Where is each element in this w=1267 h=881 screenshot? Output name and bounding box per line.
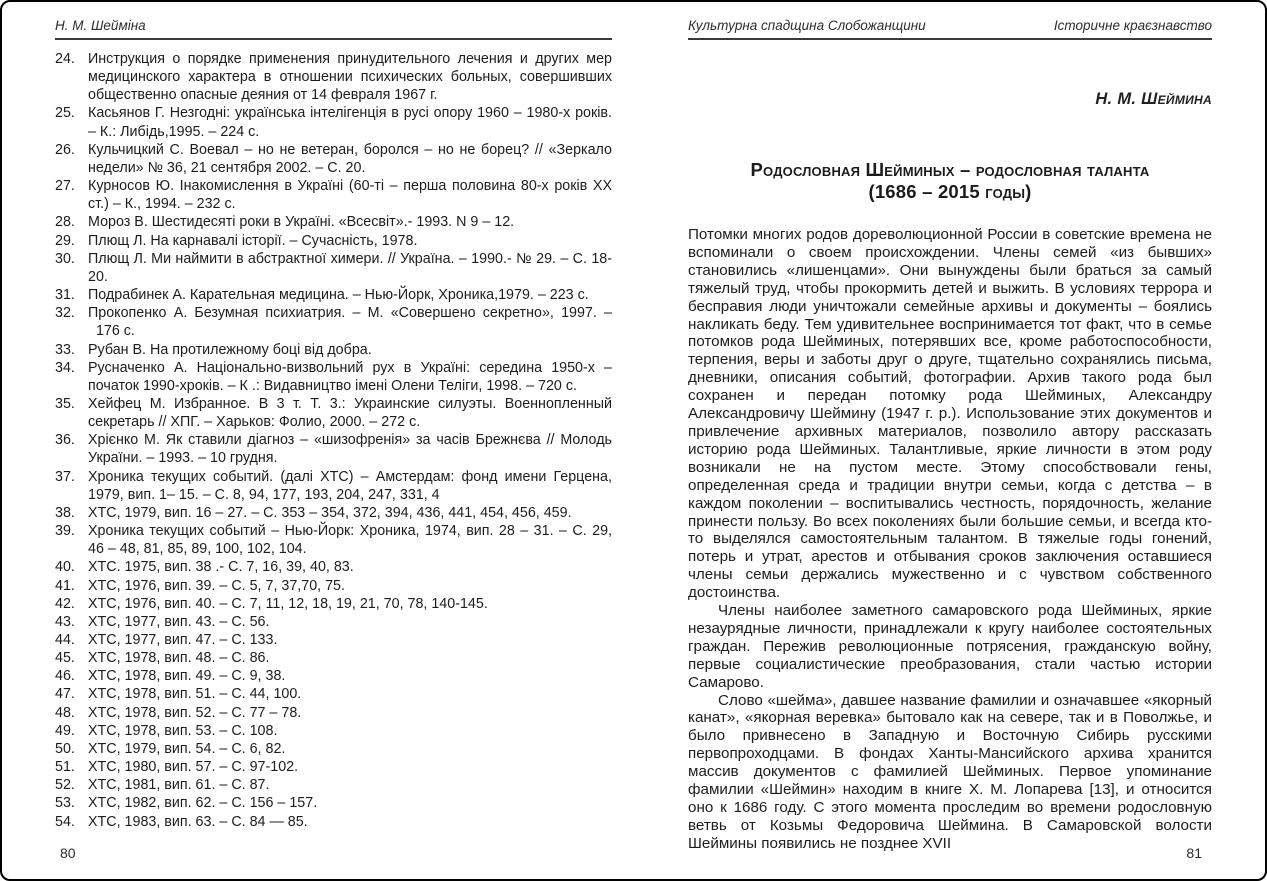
reference-number: 54. bbox=[55, 813, 75, 830]
reference-item bbox=[55, 359, 612, 395]
reference-item bbox=[55, 104, 612, 140]
reference-number: 44. bbox=[55, 632, 75, 648]
body-paragraph: Потомки многих родов дореволюционной России в советские времена не вспоминали о своем происхождении. Члены семей «из бывших» становились «лишенцами». Они вынуждены были браться за самый тяжелый труд, чтобы прокормить детей и выжить. В условиях террора и бесправия люди уничтожали семейные архивы и документы – боялись накликать беду. Тем удивительнее воспринимается тот факт, что в семье потомков рода Шейминых, потерявших все, кроме работоспособности, терпения, веры и заботы друг о друге, тщательно сохранялись письма, дневники, описания событий, фотографии. Архив такого рода был сохранен и передан потомку рода Шейминых, Александру Александровичу Шеймину (1947 г. р.). Использование этих документов и привлечение архивных материалов, позволило автору рассказать историю рода Шейминых. Талантливые, яркие личности в этом роду возникали не на пустом месте. Этому способствовали гены, определенная среда и традиции внутри семьи, когда с детства – в каждом поколении – воспитывались честность, порядочность, желание принести пользу. Во всех поколениях были большие семьи, и всегда кто-то выделялся самостоятельным талантом. В тяжелые годы гонений, потерь и утрат, арестов и отбывания сроков заключения оставшиеся члены семьи держались мужественно и с чувством собственного достоинства. bbox=[688, 226, 1212, 602]
reference-text: ХТС, 1977, вип. 43. – С. 56. bbox=[88, 613, 270, 630]
reference-number: 53. bbox=[55, 795, 75, 812]
body-paragraph: Слово «шейма», давшее название фамилии и означавшее «якорный канат», «якорная веревка» бытовало как на севере, так и в Поволжье, и было привнесено в Западную и Восточную Сибирь русскими первопроходцами. В фондах Ханты-Мансийского архива хранится массив документов с фамилией Шейминых. Первое упоминание фамилии «Шеймин» находим в книге Х. М. Лопарева [13], и относится оно к 1686 году. С этого момента проследим во времени родословную ветвь от Козьмы Федоровича Шеймина. В Самаровской волости Шеймины появились не позднее XVII bbox=[688, 691, 1212, 852]
reference-text: Хроника текущих событий. (далі ХТС) – Амстердам: фонд имени Герцена, 1979, вип. 1– 15. – С. 8, 94, 177, 193, 204, 247, 331, 4 bbox=[88, 468, 612, 503]
reference-item bbox=[55, 794, 612, 812]
reference-item bbox=[55, 758, 612, 776]
running-head-right-page bbox=[688, 18, 1212, 40]
reference-text: Мороз В. Шестидесяті роки в Україні. «Всесвіт».- 1993. N 9 – 12. bbox=[88, 214, 515, 231]
article-author: Н. М. Шеймина bbox=[1095, 90, 1212, 108]
reference-number: 26. bbox=[55, 141, 75, 158]
reference-text: Подрабинек А. Карательная медицина. – Нью-Йорк, Хроника,1979. – 223 с. bbox=[88, 287, 589, 304]
reference-text: ХТС, 1978, вип. 53. – С. 108. bbox=[88, 722, 278, 739]
reference-item bbox=[55, 50, 612, 104]
reference-text: Хейфец М. Избранное. В 3 т. Т. 3.: Украинские силуэты. Военнопленный секретарь // ХПГ. – Харьков: Фолио, 2000. – 272 с. bbox=[88, 395, 612, 431]
article-title bbox=[688, 159, 1212, 203]
reference-number: 27. bbox=[55, 178, 75, 195]
reference-item bbox=[55, 558, 612, 576]
reference-text: ХТС, 1980, вип. 57. – С. 97-102. bbox=[88, 759, 299, 776]
running-head-author-name: Н. М. Шейміна bbox=[55, 18, 146, 33]
reference-item bbox=[55, 776, 612, 794]
running-head-series: Культурна спадщина Слобожанщини bbox=[688, 18, 926, 33]
reference-number: 28. bbox=[55, 214, 75, 231]
reference-text: Прокопенко А. Безумная психиатрия. – М. «Совершено секретно», 1997. – 176 с. bbox=[88, 305, 612, 340]
reference-item bbox=[55, 431, 612, 467]
reference-item bbox=[55, 395, 612, 431]
reference-text: ХТС, 1979, вип. 16 – 27. – С. 353 – 354, 372, 394, 436, 441, 454, 456, 459. bbox=[88, 504, 572, 521]
reference-item bbox=[55, 250, 612, 286]
reference-item bbox=[55, 522, 612, 558]
reference-item bbox=[55, 595, 612, 613]
reference-item bbox=[55, 213, 612, 231]
reference-item bbox=[55, 813, 612, 831]
page-number-80: 80 bbox=[60, 845, 76, 861]
reference-text: ХТС, 1976, вип. 39. – С. 5, 7, 37,70, 75. bbox=[88, 577, 345, 594]
reference-text: Хрієнко М. Як ставили діагноз – «шизофренія» за часів Брежнєва // Молодь України. – 1993. – 10 грудня. bbox=[88, 432, 612, 467]
reference-number: 30. bbox=[55, 250, 75, 267]
reference-item bbox=[55, 722, 612, 740]
reference-item bbox=[55, 177, 612, 213]
reference-number: 24. bbox=[55, 51, 75, 67]
reference-number: 52. bbox=[55, 777, 75, 794]
reference-item bbox=[55, 685, 612, 703]
reference-text: ХТС, 1978, вип. 52. – С. 77 – 78. bbox=[88, 704, 302, 721]
reference-number: 34. bbox=[55, 359, 75, 376]
reference-text: ХТС, 1983, вип. 63. – С. 84 — 85. bbox=[88, 813, 308, 830]
reference-item bbox=[55, 341, 612, 359]
reference-text: Плющ Л. На карнавалі історії. – Сучасність, 1978. bbox=[88, 232, 418, 249]
reference-text: ХТС, 1979, вип. 54. – С. 6, 82. bbox=[88, 740, 286, 757]
reference-number: 43. bbox=[55, 613, 75, 630]
reference-text: ХТС. 1975, вип. 38 .- С. 7, 16, 39, 40, 83. bbox=[88, 559, 354, 576]
reference-text: Хроника текущих событий – Нью-Йорк: Хроника, 1974, вип. 28 – 31. – С. 29, 46 – 48, 81, 85, 89, 100, 102, 104. bbox=[88, 523, 612, 558]
page-right bbox=[688, 0, 1212, 881]
reference-number: 41. bbox=[55, 577, 75, 594]
reference-item bbox=[55, 141, 612, 177]
reference-number: 49. bbox=[55, 722, 75, 739]
reference-number: 35. bbox=[55, 395, 75, 412]
reference-text: ХТС, 1978, вип. 51. – С. 44, 100. bbox=[88, 686, 302, 703]
reference-text: ХТС, 1982, вип. 62. – С. 156 – 157. bbox=[88, 795, 318, 812]
reference-number: 51. bbox=[55, 759, 75, 776]
reference-number: 29. bbox=[55, 232, 75, 249]
reference-text: ХТС, 1978, вип. 48. – С. 86. bbox=[88, 650, 270, 667]
reference-text: ХТС, 1976, вип. 40. – С. 7, 11, 12, 18, 19, 21, 70, 78, 140-145. bbox=[88, 595, 488, 612]
reference-item bbox=[55, 649, 612, 667]
reference-number: 45. bbox=[55, 650, 75, 667]
reference-text: Русначенко А. Національно-визвольний рух в Україні: середина 1950-х – початок 1990-хроків. – К .: Видавництво імені Олени Теліги, 1998. – 720 с. bbox=[88, 359, 612, 394]
reference-item bbox=[55, 504, 612, 522]
article-body bbox=[688, 226, 1212, 853]
reference-text: Кульчицкий С. Воевал – но не ветеран, боролся – но не борец? // «Зеркало недели» № 36, 21 сентября 2002. – С. 20. bbox=[88, 141, 612, 176]
reference-item bbox=[55, 613, 612, 631]
reference-number: 50. bbox=[55, 740, 75, 757]
body-paragraph: Члены наиболее заметного самаровского рода Шейминых, яркие незаурядные личности, принадлежали к кругу наиболее состоятельных граждан. Пережив революционные потрясения, гражданскую войну, первые социалистические преобразования, стали частью истории Самарово. bbox=[688, 602, 1212, 691]
running-head-section: Історичне краєзнавство bbox=[1053, 18, 1212, 33]
reference-number: 48. bbox=[55, 704, 75, 721]
reference-item bbox=[55, 631, 612, 649]
article-title-line2: (1686 – 2015 годы) bbox=[868, 181, 1032, 202]
reference-text: Инструкция о порядке применения принудительного лечения и других мер медицинского характера в отношении психических больных, совершивших общественно опасные деяния от 14 февраля 1967 г. bbox=[88, 51, 612, 104]
article-title-line1: Родословная Шейминых – родословная таланта bbox=[750, 159, 1150, 180]
reference-text: ХТС, 1977, вип. 47. – С. 133. bbox=[88, 632, 278, 648]
reference-list bbox=[55, 50, 612, 831]
reference-number: 31. bbox=[55, 287, 75, 304]
reference-number: 40. bbox=[55, 559, 75, 576]
reference-item bbox=[55, 577, 612, 595]
reference-item bbox=[55, 304, 612, 340]
reference-text: Касьянов Г. Незгодні: українська інтелігенція в русі опору 1960 – 1980-х років. – К.: Либідь,1995. – 224 с. bbox=[88, 105, 612, 140]
reference-text: Рубан В. На протилежному боці від добра. bbox=[88, 341, 372, 358]
reference-text: ХТС, 1981, вип. 61. – С. 87. bbox=[88, 777, 270, 794]
reference-number: 46. bbox=[55, 668, 75, 685]
running-head-left-page bbox=[55, 18, 612, 40]
reference-item bbox=[55, 740, 612, 758]
reference-item bbox=[55, 286, 612, 304]
reference-item bbox=[55, 468, 612, 504]
reference-text: ХТС, 1978, вип. 49. – С. 9, 38. bbox=[88, 668, 286, 685]
reference-text: Курносов Ю. Інакомислення в Україні (60-ті – перша половина 80-х років ХХ ст.) – К., 1994. – 232 с. bbox=[88, 178, 612, 213]
reference-number: 37. bbox=[55, 468, 75, 485]
reference-number: 39. bbox=[55, 523, 75, 540]
reference-item bbox=[55, 667, 612, 685]
page-number-81: 81 bbox=[1186, 845, 1202, 861]
reference-text: Плющ Л. Ми наймити в абстрактної химери. // Україна. – 1990.- № 29. – С. 18-20. bbox=[88, 250, 612, 285]
reference-number: 42. bbox=[55, 595, 75, 612]
reference-number: 38. bbox=[55, 504, 75, 521]
reference-number: 33. bbox=[55, 341, 75, 358]
reference-number: 32. bbox=[55, 305, 75, 322]
reference-item bbox=[55, 704, 612, 722]
reference-number: 36. bbox=[55, 432, 75, 449]
page-left bbox=[55, 0, 612, 881]
reference-item bbox=[55, 232, 612, 250]
reference-number: 25. bbox=[55, 105, 75, 122]
reference-number: 47. bbox=[55, 686, 75, 703]
